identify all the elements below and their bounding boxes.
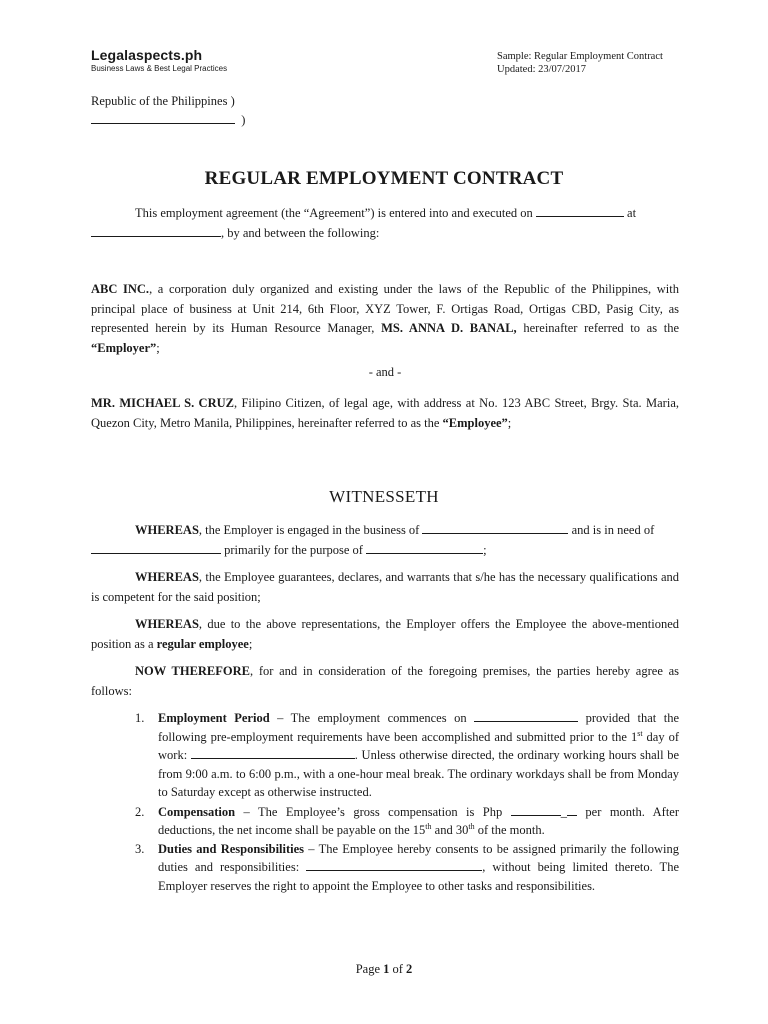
list-item [91,840,679,896]
page-number: 1 [383,962,390,976]
brand-tagline: Business Laws & Best Legal Practices [91,64,228,73]
venue-bracket: ) [241,113,246,127]
employer-representative: MS. ANNA D. BANAL, [381,321,517,335]
header-brand-block [91,47,227,74]
whereas-3 [91,615,679,654]
employer-end: ; [156,340,160,355]
requirements-blank[interactable] [191,747,355,759]
item-text: day of work: [158,729,679,762]
venue-blank[interactable] [91,112,235,124]
whereas-1-text-4: ; [483,542,487,557]
place-blank[interactable] [91,225,221,237]
item-text: – The Employee hereby consents to be assigned primarily the following duties and responsibilities: [158,841,680,874]
employer-name: ABC INC. [91,282,150,296]
venue-line-2 [91,111,245,130]
salary-cents-blank[interactable] [567,804,577,816]
commence-date-blank[interactable] [474,710,578,722]
whereas-2-text: , the Employee guarantees, declares, and warrants that s/he has the necessary qualifications and is competent for the said position; [91,570,679,604]
superscript: st [637,728,643,738]
whereas-1 [91,521,679,560]
list-item: 2. Compensation – The Employee’s gross compensation is Php _ per month. After deductions, the net income shall be payable on the 15th and 30th of the month. [135,804,680,837]
whereas-1-text-1: , the Employer is engaged in the business of [198,523,420,537]
whereas-1-keyword: WHEREAS [135,523,199,537]
employer-text-1: , a corporation duly organized and existing under the laws of the Republic of the Philippines, with principal place of business at Unit 214, 6th Floor, XYZ Tower, F. Ortigas Road, Ortigas CBD, Pasig City, as represented herein by its Human Resource Manager, [91,282,679,335]
superscript: th [425,821,432,831]
item-number: 1. [135,711,145,725]
witnesseth-heading: WITNESSETH [329,487,439,506]
item-text: – The Employee’s gross compensation is Php [235,804,503,819]
item-heading: Employment Period [158,711,270,725]
brand-name: Legalaspects.ph [91,47,203,63]
employee-name: MR. MICHAEL S. CRUZ [91,396,234,410]
employee-text-1: , Filipino Citizen, of legal age, with address at No. 123 ABC Street, Brgy. Sta. Maria, Quezon City, Metro Manila, Philippines, hereinafter referred to as the [91,396,679,430]
and-separator: - and - [368,365,402,379]
doc-label: Sample: Regular Employment Contract [497,51,663,62]
page-total: 2 [406,962,413,976]
whereas-3-text-2: ; [248,636,253,651]
item-text: and 30 [431,823,469,837]
page-word: Page [355,962,380,976]
superscript: th [468,821,475,831]
employer-paragraph [91,280,679,358]
intro-text-1: This employment agreement (the “Agreement”) is entered into and executed on [135,206,533,220]
date-blank[interactable] [536,205,624,217]
of-word: of [392,962,403,976]
item-text: provided that the following pre-employment requirements have been accomplished and submitted prior to the 1 [158,711,680,744]
business-blank[interactable] [422,522,568,534]
employer-text-2: hereinafter referred to as the [523,321,680,335]
item-text: . Unless otherwise directed, the ordinary working hours shall be from 9:00 a.m. to 6:00 p.m., with a one-hour meal break. The ordinary workdays shall be from Monday to Saturday except as otherwise instructed. [158,748,679,799]
item-heading: Compensation [158,804,236,819]
whereas-1-text-3: primarily for the purpose of [224,542,363,557]
venue-line-1: Republic of the Philippines ) [91,94,235,108]
item-heading: Duties and Responsibilities [158,841,305,856]
purpose-blank[interactable] [366,542,483,554]
updated-date: Updated: 23/07/2017 [497,64,586,75]
whereas-3-text-1: , due to the above representations, the Employer offers the Employee the above-mentioned position as a [91,617,679,651]
item-number: 3. [135,841,145,856]
employer-role: “Employer” [91,340,157,355]
item-text: of the month. [474,823,545,837]
need-blank[interactable] [91,542,221,554]
terms-list [91,709,679,895]
now-therefore [91,662,679,701]
item-text: , without being limited thereto. The Employer reserves the right to appoint the Employee to other tasks and responsibilities. [158,860,679,893]
now-therefore-keyword: NOW THEREFORE [135,664,250,678]
intro-text-2: at [627,206,637,220]
header-doc-info [497,50,663,76]
intro-paragraph [91,204,679,243]
whereas-3-keyword: WHEREAS [135,617,199,631]
list-item [91,709,679,802]
document-title: REGULAR EMPLOYMENT CONTRACT [204,168,564,189]
item-text: per month. After deductions, the net income shall be payable on the 15 [158,804,680,837]
regular-employee-term: regular employee [156,636,249,651]
whereas-2-keyword: WHEREAS [135,570,199,584]
employee-role: “Employee” [442,415,508,430]
employee-paragraph [91,394,679,433]
item-text: – The employment commences on [269,711,467,725]
page-footer [0,962,768,977]
venue-block [91,92,245,130]
whereas-1-text-2: and is in need of [571,523,655,537]
salary-blank[interactable] [511,804,561,816]
item-number: 2. [135,804,145,819]
now-therefore-text: , for and in consideration of the foregoing premises, the parties hereby agree as follows: [91,664,679,698]
intro-text-3: , by and between the following: [221,225,380,240]
whereas-2 [91,568,679,607]
duties-blank[interactable] [306,859,482,871]
employee-end: ; [507,415,512,430]
